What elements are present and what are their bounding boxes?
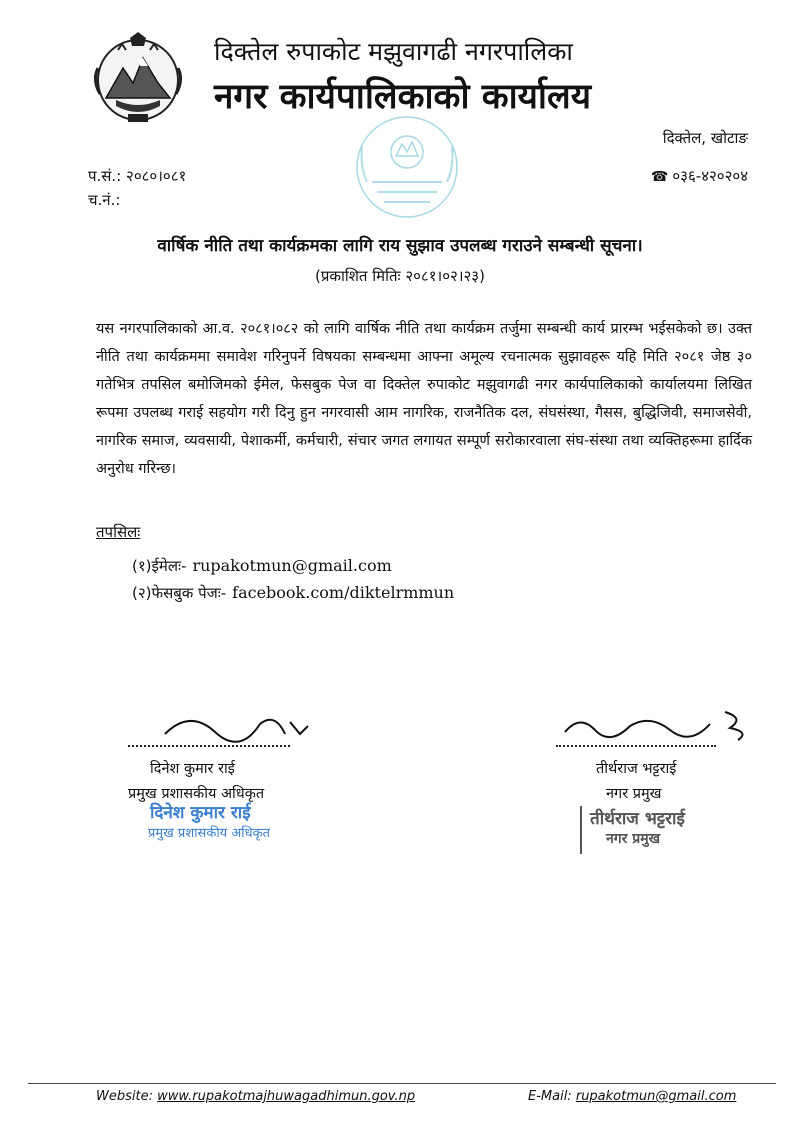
right-stamp-name: तीर्थराज भट्टराई bbox=[590, 809, 685, 829]
website-label: Website: bbox=[96, 1089, 153, 1104]
phone-number bbox=[651, 166, 748, 186]
left-signature-scribble bbox=[160, 704, 310, 744]
left-signatory-title: प्रमुख प्रशासकीय अधिकृत bbox=[128, 786, 265, 802]
telephone-icon: ☎ bbox=[650, 169, 669, 185]
office-location: दिक्तेल, खोटाङ bbox=[662, 129, 748, 147]
details-heading: तपसिलः bbox=[96, 523, 141, 541]
notice-subject: वार्षिक नीति तथा कार्यक्रमका लागि राय सुझाव उपलब्ध गराउने सम्बन्धी सूचना। bbox=[157, 236, 643, 256]
left-stamp-title: प्रमुख प्रशासकीय अधिकृत bbox=[148, 826, 271, 841]
facebook-value[interactable]: facebook.com/diktelrmmun bbox=[232, 583, 455, 602]
footer-email-link[interactable]: rupakotmun@gmail.com bbox=[575, 1089, 737, 1104]
website-link[interactable]: www.rupakotmajhuwagadhimun.gov.np bbox=[157, 1089, 416, 1104]
right-signatory-title: नगर प्रमुख bbox=[606, 786, 662, 802]
footer-divider bbox=[28, 1083, 776, 1084]
office-seal-stamp bbox=[352, 112, 462, 222]
right-signatory-name: तीर्थराज भट्टराई bbox=[596, 761, 677, 777]
government-emblem-icon bbox=[88, 28, 188, 128]
publication-date: (प्रकाशित मितिः २०८१।०२।२३) bbox=[315, 267, 485, 285]
office-name: नगर कार्यपालिकाको कार्यालय bbox=[214, 77, 592, 117]
left-signature-line bbox=[128, 745, 290, 747]
left-stamp-name: दिनेश कुमार राई bbox=[150, 803, 251, 823]
left-signatory-name: दिनेश कुमार राई bbox=[150, 761, 235, 777]
municipality-name: दिक्तेल रुपाकोट मझुवागढी नगरपालिका bbox=[214, 37, 573, 66]
facebook-label: (२)फेसबुक पेजः- bbox=[132, 584, 227, 602]
right-stamp-title: नगर प्रमुख bbox=[606, 831, 661, 847]
right-signature-scribble bbox=[560, 704, 760, 744]
notice-body: यस नगरपालिकाको आ.व. २०८१।०८२ को लागि वार्षिक नीति तथा कार्यक्रम तर्जुमा सम्बन्धी कार्य प्रारम्भ भईसकेको छ। उक्त नीति तथा कार्यक्रममा समावेश गरिनुपर्ने विषयका सम्बन्धमा आफ्ना अमूल्य रचनात्मक सुझावहरू यहि मिति २०८१ जेष्ठ ३० गतेभित्र तपसिल बमोजिमको ईमेल, फेसबुक पेज वा दिक्तेल रुपाकोट मझुवागढी नगर कार्यपालिकाको कार्यालयमा लिखित रूपमा उपलब्ध गराई सहयोग गरी दिनु हुन नगरवासी आम नागरिक, राजनैतिक दल, संघसंस्था, गैसस, बुद्धिजिवी, समाजसेवी, नागरिक समाज, व्यवसायी, पेशाकर्मी, कर्मचारी, संचार जगत लगायत सम्पूर्ण सरोकारवाला संघ-संस्था तथा व्यक्तिहरूमा हार्दिक अनुरोध गरिन्छ। bbox=[96, 321, 752, 477]
dispatch-number: च.नं.: bbox=[88, 191, 121, 209]
phone-value: ०३६-४२०२०४ bbox=[672, 167, 748, 185]
footer-email bbox=[528, 1089, 736, 1104]
reference-number: प.सं.: २०८०।०८१ bbox=[88, 167, 187, 185]
right-signature-line bbox=[556, 745, 716, 747]
email-detail bbox=[132, 556, 392, 576]
footer-email-label: E-Mail: bbox=[528, 1089, 572, 1104]
email-label: (१)ईमेलः- bbox=[132, 557, 187, 575]
facebook-detail bbox=[132, 583, 454, 603]
right-stamp bbox=[580, 806, 685, 854]
email-value[interactable]: rupakotmun@gmail.com bbox=[192, 556, 392, 575]
footer-website bbox=[96, 1089, 415, 1104]
